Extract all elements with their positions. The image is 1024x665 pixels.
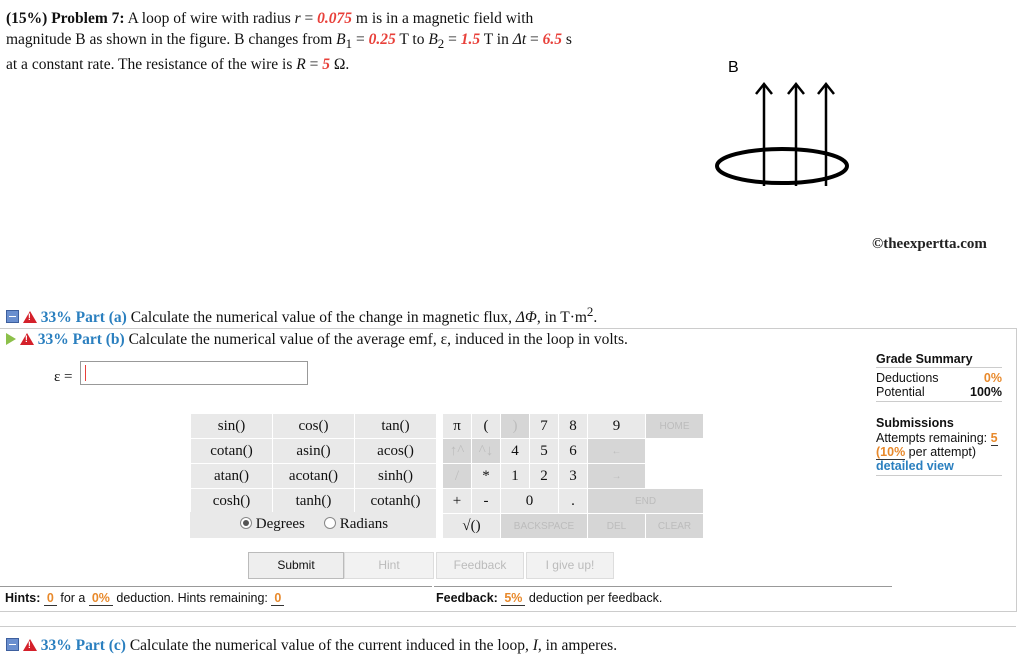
b2-symbol: B <box>428 31 438 48</box>
part-a-label: 33% Part (a) <box>40 309 127 327</box>
key-dot[interactable]: . <box>559 489 588 514</box>
key-cos[interactable]: cos() <box>273 414 355 439</box>
radians-radio[interactable] <box>324 517 336 529</box>
key-right[interactable]: → <box>588 464 646 489</box>
equals-sign: = <box>304 10 314 27</box>
degrees-radio[interactable] <box>240 517 252 529</box>
equals-sign: = <box>309 56 319 74</box>
b2-value: 1.5 <box>460 31 481 48</box>
detailed-view-link[interactable]: detailed view <box>876 459 1002 476</box>
resistance-value: 5 <box>322 56 330 74</box>
degrees-option[interactable] <box>240 516 305 533</box>
unit-exponent: 2 <box>586 304 594 319</box>
potential-value: 100% <box>970 385 1002 399</box>
field-label: B <box>728 59 739 76</box>
text-cursor <box>85 365 86 381</box>
key-plus[interactable]: + <box>443 489 472 514</box>
resistance-symbol: R <box>296 56 306 74</box>
b1-subscript: 1 <box>345 36 353 52</box>
key-slash[interactable]: / <box>443 464 472 489</box>
key-minus[interactable]: - <box>472 489 501 514</box>
grade-summary-heading: Grade Summary <box>876 352 1002 368</box>
current-symbol: I <box>532 637 538 654</box>
feedback-label: Feedback: <box>436 591 498 605</box>
submissions-heading: Submissions <box>876 416 954 430</box>
key-4[interactable]: 4 <box>501 439 530 464</box>
key-clear[interactable]: CLEAR <box>646 514 704 539</box>
key-home[interactable]: HOME <box>646 414 704 439</box>
per-attempt-line <box>876 445 1002 459</box>
degrees-label: Degrees <box>255 516 305 532</box>
hints-count: 0 <box>44 591 57 606</box>
b1-value: 0.25 <box>368 31 396 48</box>
key-lparen[interactable]: ( <box>472 414 501 439</box>
problem-text: s <box>565 31 572 48</box>
radians-option[interactable] <box>324 516 388 533</box>
field-arrows <box>756 84 834 186</box>
loop-diagram <box>700 50 920 200</box>
key-up[interactable]: ↑^ <box>443 439 472 464</box>
key-star[interactable]: * <box>472 464 501 489</box>
key-end[interactable]: END <box>588 489 704 514</box>
part-a-row[interactable] <box>6 304 597 327</box>
key-sqrt[interactable]: √() <box>443 514 501 539</box>
flux-unit: , in T·m <box>536 309 587 327</box>
key-del[interactable]: DEL <box>588 514 646 539</box>
emf-label: ε = <box>54 369 73 385</box>
problem-text: T to <box>399 31 425 48</box>
problem-text: A loop of wire with radius <box>127 10 291 27</box>
dt-value: 6.5 <box>542 31 563 48</box>
feedback-pct: 5% <box>501 591 525 606</box>
attempts-label: Attempts remaining: <box>876 431 988 445</box>
per-attempt-text: per attempt) <box>908 445 977 459</box>
key-acotan[interactable]: acotan() <box>273 464 355 489</box>
key-5[interactable]: 5 <box>530 439 559 464</box>
equals-sign: = <box>355 31 365 48</box>
key-sinh[interactable]: sinh() <box>355 464 437 489</box>
key-backspace[interactable]: BACKSPACE <box>501 514 588 539</box>
feedback-button[interactable]: Feedback <box>436 552 524 579</box>
key-9[interactable]: 9 <box>588 414 646 439</box>
wire-loop <box>717 149 847 183</box>
radius-symbol: r <box>294 10 301 27</box>
key-tan[interactable]: tan() <box>355 414 437 439</box>
radians-label: Radians <box>339 516 389 532</box>
function-keypad <box>190 413 437 514</box>
key-0[interactable]: 0 <box>501 489 559 514</box>
key-sin[interactable]: sin() <box>191 414 273 439</box>
key-cosh[interactable]: cosh() <box>191 489 273 514</box>
angle-mode <box>190 512 436 538</box>
part-a-text: Calculate the numerical value of the change in magnetic flux, <box>130 309 513 327</box>
key-2[interactable]: 2 <box>530 464 559 489</box>
hints-text: for a <box>60 591 86 605</box>
problem-text: magnitude B as shown in the figure. B changes from <box>6 31 333 48</box>
key-asin[interactable]: asin() <box>273 439 355 464</box>
deductions-label: Deductions <box>876 371 939 385</box>
key-7[interactable]: 7 <box>530 414 559 439</box>
part-b-row[interactable] <box>6 331 628 349</box>
hints-label: Hints: <box>5 591 41 605</box>
flux-symbol: ΔΦ <box>515 309 537 327</box>
warning-icon <box>23 311 37 323</box>
per-attempt-pct: (10% <box>876 445 906 459</box>
key-tanh[interactable]: tanh() <box>273 489 355 514</box>
problem-text: m is in a magnetic field with <box>355 10 534 27</box>
ohm-unit: Ω. <box>333 56 350 74</box>
equals-sign: = <box>448 31 457 48</box>
b2-subscript: 2 <box>437 36 445 52</box>
hints-pct: 0% <box>89 591 113 606</box>
key-6[interactable]: 6 <box>559 439 588 464</box>
problem-statement <box>6 8 686 75</box>
give-up-button[interactable]: I give up! <box>526 552 614 579</box>
hint-button[interactable]: Hint <box>344 552 434 579</box>
b1-symbol: B <box>336 31 346 48</box>
hints-text: deduction. Hints remaining: <box>116 591 268 605</box>
key-atan[interactable]: atan() <box>191 464 273 489</box>
grade-summary <box>876 352 1002 476</box>
problem-text: at a constant rate. The resistance of the wire is <box>6 56 293 74</box>
problem-text: T in <box>483 31 509 48</box>
attempts-line <box>876 431 1002 445</box>
part-b-label: 33% Part (b) <box>37 331 125 348</box>
watermark: ©theexpertta.com <box>872 236 987 252</box>
radius-value: 0.075 <box>317 10 353 27</box>
divider <box>0 626 1016 627</box>
warning-icon <box>23 639 37 651</box>
key-down[interactable]: ^↓ <box>472 439 501 464</box>
key-cotan[interactable]: cotan() <box>191 439 273 464</box>
dt-symbol: Δt <box>512 31 527 48</box>
key-3[interactable]: 3 <box>559 464 588 489</box>
part-a-end: . <box>593 309 598 327</box>
feedback-panel <box>434 586 892 611</box>
key-8[interactable]: 8 <box>559 414 588 439</box>
hints-panel <box>0 586 432 611</box>
part-c-label: 33% Part (c) <box>40 637 126 654</box>
hints-remaining: 0 <box>271 591 284 606</box>
part-b-text: Calculate the numerical value of the average emf, ε, induced in the loop in volts. <box>128 331 628 348</box>
expand-icon[interactable] <box>6 333 16 345</box>
collapse-icon[interactable] <box>6 310 19 323</box>
key-pi[interactable]: π <box>443 414 472 439</box>
key-cotanh[interactable]: cotanh() <box>355 489 437 514</box>
key-1[interactable]: 1 <box>501 464 530 489</box>
potential-label: Potential <box>876 385 925 399</box>
answer-input[interactable] <box>80 361 308 385</box>
deductions-value: 0% <box>983 371 1002 385</box>
problem-weight: (15%) <box>6 10 48 27</box>
key-acos[interactable]: acos() <box>355 439 437 464</box>
part-c-end: , in amperes. <box>537 637 618 654</box>
collapse-icon[interactable] <box>6 638 19 651</box>
equals-sign: = <box>530 31 539 48</box>
key-left[interactable]: ← <box>588 439 646 464</box>
part-c-text: Calculate the numerical value of the current induced in the loop, <box>129 637 529 654</box>
submit-button[interactable]: Submit <box>248 552 344 579</box>
numeric-keypad <box>442 413 704 539</box>
warning-icon <box>20 333 34 345</box>
magnetic-field-figure <box>700 50 920 200</box>
key-rparen[interactable]: ) <box>501 414 530 439</box>
attempts-value: 5 <box>990 431 998 445</box>
feedback-text: deduction per feedback. <box>528 591 663 605</box>
problem-title: Problem 7: <box>51 10 125 27</box>
part-c-row[interactable] <box>6 637 617 655</box>
